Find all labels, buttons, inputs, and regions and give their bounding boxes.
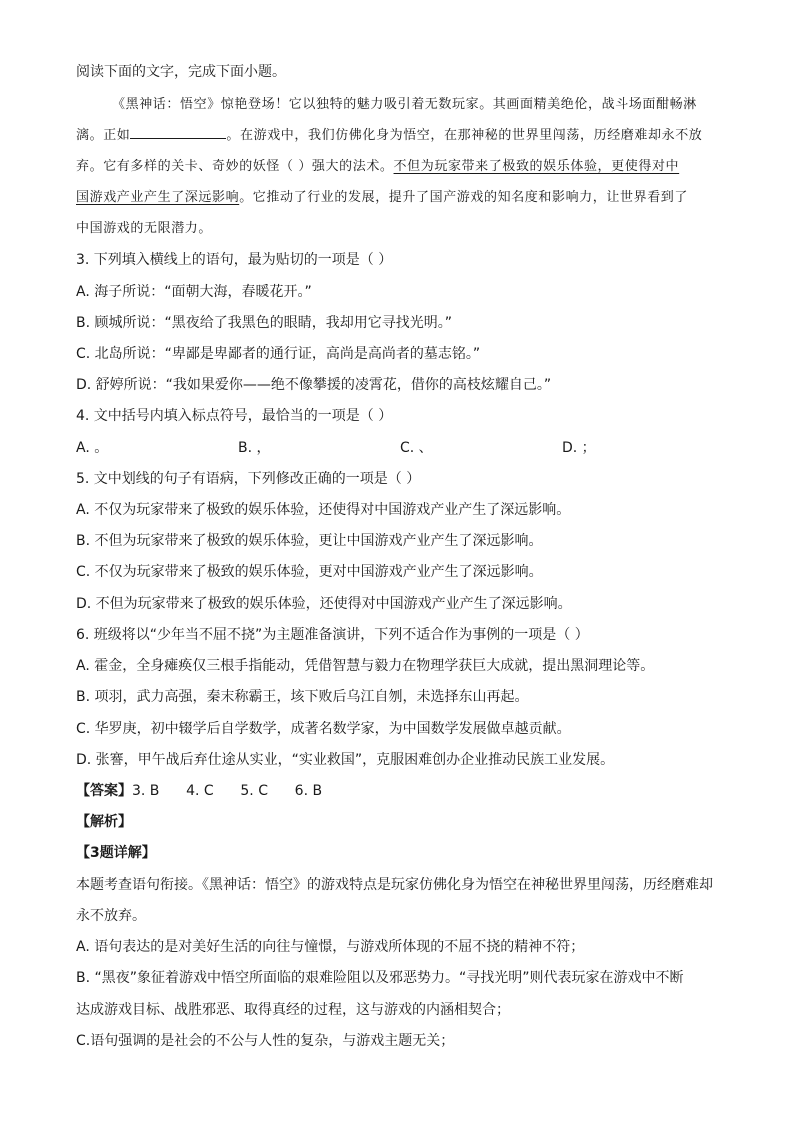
detail-3-option-c: C.语句强调的是社会的不公与人性的复杂，与游戏主题无关；	[76, 1033, 455, 1049]
passage-line-4	[76, 188, 688, 208]
question-4-option-d: D. ；	[562, 440, 596, 456]
passage-line-5: 中国游戏的无限潜力。	[76, 221, 213, 236]
question-4-option-c: C. 、	[400, 440, 433, 456]
question-4-option-b: B. ，	[238, 440, 271, 456]
intro-instruction: 阅读下面的文字，完成下面小题。	[76, 64, 286, 80]
question-5-option-a: A. 不仅为玩家带来了极致的娱乐体验，还使得对中国游戏产业产生了深远影响。	[76, 502, 571, 518]
question-6-stem: 6. 班级将以“少年当不屈不挠”为主题准备演讲，下列不适合作为事例的一项是（ ）	[76, 627, 589, 643]
passage-line-2	[76, 126, 702, 146]
question-3-option-d: D. 舒婷所说：“我如果爱你——绝不像攀援的凌霄花，借你的高枝炫耀自己。”	[76, 377, 552, 393]
analysis-tag: 【解析】	[76, 814, 132, 830]
question-6-option-d: D. 张謇，甲午战后弃仕途从实业，“实业救国”，克服困难创办企业推动民族工业发展。	[76, 752, 615, 768]
question-6-option-a: A. 霍金，全身瘫痪仅三根手指能动，凭借智慧与毅力在物理学获巨大成就，提出黑洞理论等。	[76, 658, 655, 674]
passage-line-3-start: 弃。它有多样的关卡、奇妙的妖怪（ ）强大的法术。	[76, 159, 394, 174]
question-6-option-c: C. 华罗庚，初中辍学后自学数学，成著名数学家，为中国数学发展做卓越贡献。	[76, 721, 571, 737]
question-4-option-a: A. 。	[76, 440, 109, 456]
question-5-stem: 5. 文中划线的句子有语病，下列修改正确的一项是（ ）	[76, 471, 421, 487]
passage-line-1: 《黑神话：悟空》惊艳登场！它以独特的魅力吸引着无数玩家。其画面精美绝伦，战斗场面酣畅淋	[112, 97, 697, 112]
detail-3-para-1-line-2: 永不放弃。	[76, 908, 146, 924]
question-5-option-d: D. 不但为玩家带来了极致的娱乐体验，还使得对中国游戏产业产生了深远影响。	[76, 596, 572, 612]
answer-items: 3. B 4. C 5. C 6. B	[132, 783, 323, 799]
passage-line-2-end: 。在游戏中，我们仿佛化身为悟空，在那神秘的世界里闯荡，历经磨难却永不放	[226, 128, 703, 143]
detail-3-option-a: A. 语句表达的是对美好生活的向往与憧憬，与游戏所体现的不屈不挠的精神不符；	[76, 939, 585, 955]
passage-line-3	[76, 157, 679, 177]
detail-3-para-1-line-1: 本题考查语句衔接。《黑神话：悟空》的游戏特点是玩家仿佛化身为悟空在神秘世界里闯荡，历经磨难却	[76, 877, 713, 893]
question-3-option-a: A. 海子所说：“面朝大海，春暖花开。”	[76, 284, 312, 300]
answer-tag: 【答案】	[76, 783, 132, 799]
question-3-option-b: B. 顾城所说：“黑夜给了我黑色的眼睛，我却用它寻找光明。”	[76, 315, 453, 331]
question-4-stem: 4. 文中括号内填入标点符号，最恰当的一项是（ ）	[76, 408, 393, 424]
passage-line-2-start: 漓。正如	[76, 128, 131, 143]
fill-in-blank	[130, 126, 226, 139]
question-6-option-b: B. 项羽，武力高强，秦末称霸王，垓下败后乌江自刎，未选择东山再起。	[76, 689, 529, 705]
question-5-option-c: C. 不仅为玩家带来了极致的娱乐体验，更对中国游戏产业产生了深远影响。	[76, 564, 543, 580]
detail-3-option-b-line-2: 达成游戏目标、战胜邪恶、取得真经的过程，这与游戏的内涵相契合；	[76, 1002, 510, 1018]
question-3-option-c: C. 北岛所说：“卑鄙是卑鄙者的通行证，高尚是高尚者的墓志铭。”	[76, 346, 481, 362]
answer-line	[76, 781, 322, 801]
passage-line-4-end: 。它推动了行业的发展，提升了国产游戏的知名度和影响力，让世界看到了	[239, 190, 689, 205]
detail-3-option-b-line-1: B. “黑夜”象征着游戏中悟空所面临的艰难险阻以及邪恶势力。“寻找光明”则代表玩家在游戏中不断	[76, 970, 684, 986]
detail-3-tag: 【3题详解】	[76, 845, 156, 861]
underlined-sentence-part-1: 不但为玩家带来了极致的娱乐体验，更使得对中	[393, 159, 680, 174]
question-5-option-b: B. 不但为玩家带来了极致的娱乐体验，更让中国游戏产业产生了深远影响。	[76, 533, 543, 549]
question-3-stem: 3. 下列填入横线上的语句，最为贴切的一项是（ ）	[76, 252, 393, 268]
underlined-sentence-part-2: 国游戏产业产生了深远影响	[76, 190, 240, 205]
